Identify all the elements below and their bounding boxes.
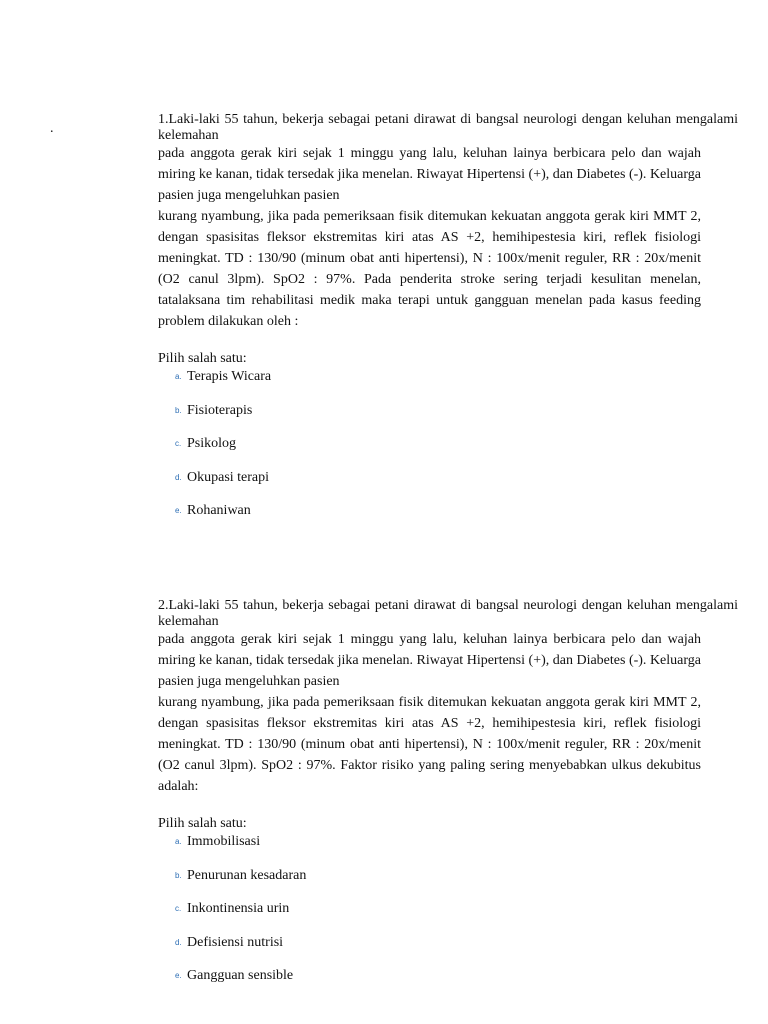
- option-d[interactable]: [175, 934, 738, 968]
- option-label[interactable]: Fisioterapis: [187, 402, 253, 418]
- option-letter: c.: [175, 439, 182, 449]
- option-label[interactable]: Okupasi terapi: [187, 469, 270, 485]
- option-label[interactable]: Inkontinensia urin: [187, 901, 290, 917]
- option-letter: c.: [175, 904, 182, 914]
- question-2: [158, 598, 738, 1001]
- option-letter: b.: [175, 405, 182, 415]
- question-paragraph: pada anggota gerak kiri sejak 1 minggu yang lalu, keluhan lainya berbicara pelo dan wajah miring ke kanan, tidak tersedak jika menelan. Riwayat Hipertensi (+), dan Diabetes (-). Keluarga pasien juga mengeluhkan pasien: [158, 632, 701, 689]
- option-label[interactable]: Defisiensi nutrisi: [187, 934, 284, 950]
- option-a[interactable]: [175, 833, 738, 867]
- option-label[interactable]: Immobilisasi: [187, 834, 261, 849]
- option-letter: e.: [175, 506, 182, 516]
- option-letter: a.: [175, 372, 182, 381]
- options-list: [158, 833, 738, 1001]
- option-b[interactable]: [175, 867, 738, 901]
- option-label[interactable]: Rohaniwan: [187, 503, 251, 519]
- question-heading: 2.Laki-laki 55 tahun, bekerja sebagai petani dirawat di bangsal neurologi dengan keluhan mengalami kelemahan: [158, 598, 738, 629]
- option-label[interactable]: Terapis Wicara: [187, 369, 272, 384]
- options-list: [158, 368, 738, 536]
- question-paragraph: kurang nyambung, jika pada pemeriksaan fisik ditemukan kekuatan anggota gerak kiri MMT 2, dengan spasisitas fleksor ekstremitas kiri atas AS +2, hemihipestesia kiri, reflek fisiologi meningkat. TD : 130/90 (minum obat anti hipertensi), N : 100x/menit reguler, RR : 20x/menit (O2 canul 3lpm). SpO2 : 97%. Faktor risiko yang paling sering menyebabkan ulkus dekubitus adalah:: [158, 695, 701, 794]
- option-c[interactable]: [175, 900, 738, 934]
- option-c[interactable]: [175, 435, 738, 469]
- option-e[interactable]: [175, 967, 738, 1001]
- option-label[interactable]: Gangguan sensible: [187, 968, 294, 984]
- bullet-mark: .: [50, 121, 54, 136]
- choice-prompt: Pilih salah satu:: [158, 816, 247, 831]
- option-b[interactable]: [175, 402, 738, 436]
- option-label[interactable]: Penurunan kesadaran: [187, 867, 307, 883]
- question-heading: 1.Laki-laki 55 tahun, bekerja sebagai petani dirawat di bangsal neurologi dengan keluhan mengalami kelemahan: [158, 112, 738, 143]
- option-d[interactable]: [175, 469, 738, 503]
- question-1: [158, 112, 738, 536]
- option-a[interactable]: [175, 368, 738, 402]
- question-paragraph: pada anggota gerak kiri sejak 1 minggu yang lalu, keluhan lainya berbicara pelo dan wajah miring ke kanan, tidak tersedak jika menelan. Riwayat Hipertensi (+), dan Diabetes (-). Keluarga pasien juga mengeluhkan pasien: [158, 146, 701, 203]
- option-e[interactable]: [175, 502, 738, 536]
- option-letter: e.: [175, 971, 182, 981]
- choice-prompt: Pilih salah satu:: [158, 351, 247, 366]
- option-letter: d.: [175, 937, 182, 947]
- option-label[interactable]: Psikolog: [187, 436, 237, 452]
- question-paragraph: kurang nyambung, jika pada pemeriksaan fisik ditemukan kekuatan anggota gerak kiri MMT 2, dengan spasisitas fleksor ekstremitas kiri atas AS +2, hemihipestesia kiri, reflek fisiologi meningkat. TD : 130/90 (minum obat anti hipertensi), N : 100x/menit reguler, RR : 20x/menit (O2 canul 3lpm). SpO2 : 97%. Pada penderita stroke sering terjadi kesulitan menelan, tatalaksana tim rehabilitasi medik maka terapi untuk gangguan menelan pada kasus feeding problem dilakukan oleh :: [158, 209, 701, 329]
- option-letter: d.: [175, 472, 182, 482]
- option-letter: b.: [175, 870, 182, 880]
- option-letter: a.: [175, 837, 182, 846]
